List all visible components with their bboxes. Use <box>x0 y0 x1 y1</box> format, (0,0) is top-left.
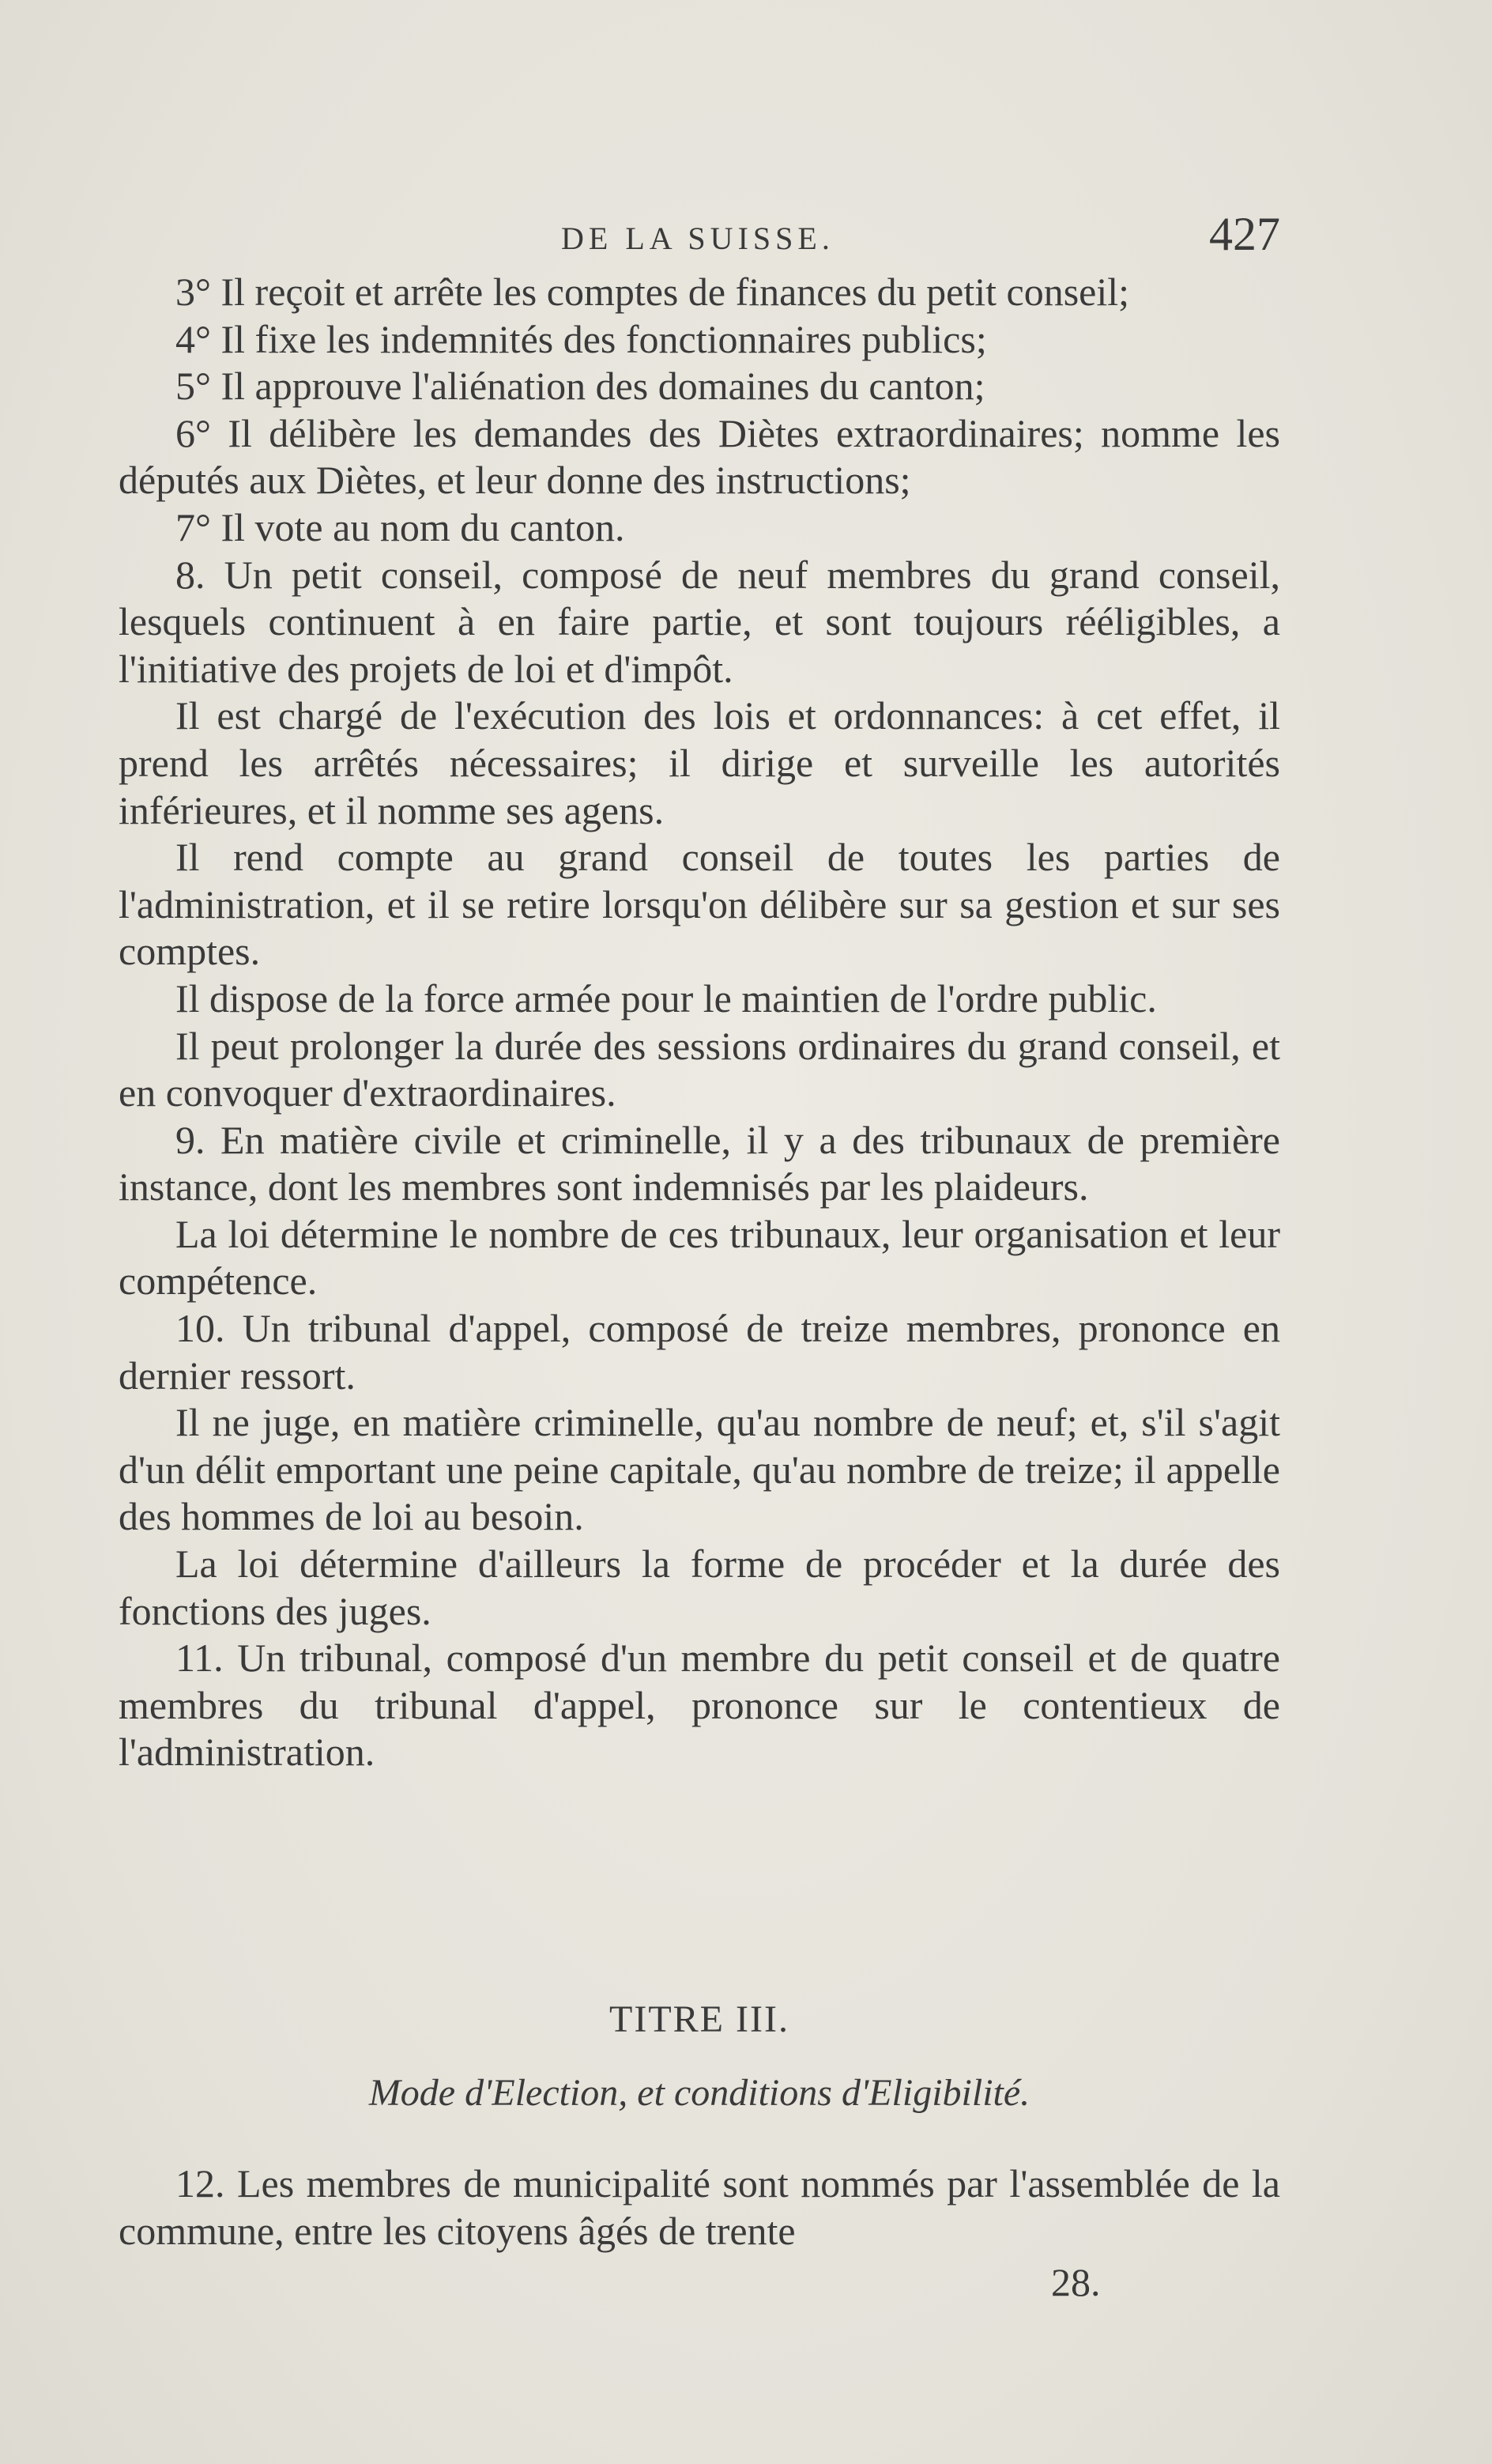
paragraph: La loi détermine d'ailleurs la forme de procéder et la durée des fonctions des juges. <box>119 1541 1280 1633</box>
paragraph: La loi détermine le nombre de ces tribunaux, leur organisation et leur compétence. <box>119 1211 1280 1304</box>
paragraph: 12. Les membres de municipalité sont nommés par l'assemblée de la commune, entre les citoyens âgés de trente <box>119 2161 1280 2253</box>
section-subtitle: Mode d'Election, et conditions d'Eligibilité. <box>368 2072 1030 2114</box>
paragraph: Il rend compte au grand conseil de toutes les parties de l'administration, et il se retire lorsqu'on délibère sur sa gestion et sur ses comptes. <box>119 835 1280 974</box>
paragraph: Il est chargé de l'exécution des lois et ordonnances: à cet effet, il prend les arrêtés nécessaires; il dirige et surveille les autorités inférieures, et il nomme ses agens. <box>119 693 1280 832</box>
paragraph: 7° Il vote au nom du canton. <box>175 504 625 549</box>
signature-mark: 28. <box>1051 2260 1101 2304</box>
paragraph: 9. En matière civile et criminelle, il y a des tribunaux de première instance, dont les membres sont indemnisés par les plaideurs. <box>119 1117 1280 1209</box>
paragraph: 4° Il fixe les indemnités des fonctionnaires publics; <box>175 316 987 361</box>
section-title: TITRE III. <box>609 1998 789 2040</box>
section-body <box>119 2160 1280 2255</box>
paragraph: 10. Un tribunal d'appel, composé de treize membres, prononce en dernier ressort. <box>119 1306 1280 1398</box>
page-header <box>119 208 1280 267</box>
paragraph: 11. Un tribunal, composé d'un membre du petit conseil et de quatre membres du tribunal d'appel, prononce sur le contentieux de l'administration. <box>119 1636 1280 1775</box>
running-head: DE LA SUISSE. <box>561 221 835 256</box>
page-number: 427 <box>1209 208 1280 260</box>
paragraph: 5° Il approuve l'aliénation des domaines du canton; <box>175 364 985 409</box>
paragraph: Il ne juge, en matière criminelle, qu'au nombre de neuf; et, s'il s'agit d'un délit emportant une peine capitale, qu'au nombre de treize; il appelle des hommes de loi au besoin. <box>119 1400 1280 1539</box>
paragraph: 8. Un petit conseil, composé de neuf membres du grand conseil, lesquels continuent à en faire partie, et sont toujours rééligibles, a l'initiative des projets de loi et d'impôt. <box>119 552 1280 691</box>
paragraph: Il peut prolonger la durée des sessions ordinaires du grand conseil, et en convoquer d'extraordinaires. <box>119 1023 1280 1115</box>
body-text <box>119 269 1280 1776</box>
paragraph: 6° Il délibère les demandes des Diètes extraordinaires; nomme les députés aux Diètes, et leur donne des instructions; <box>119 410 1280 503</box>
paragraph: 3° Il reçoit et arrête les comptes de finances du petit conseil; <box>175 270 1130 314</box>
paragraph: Il dispose de la force armée pour le maintien de l'ordre public. <box>175 975 1157 1021</box>
